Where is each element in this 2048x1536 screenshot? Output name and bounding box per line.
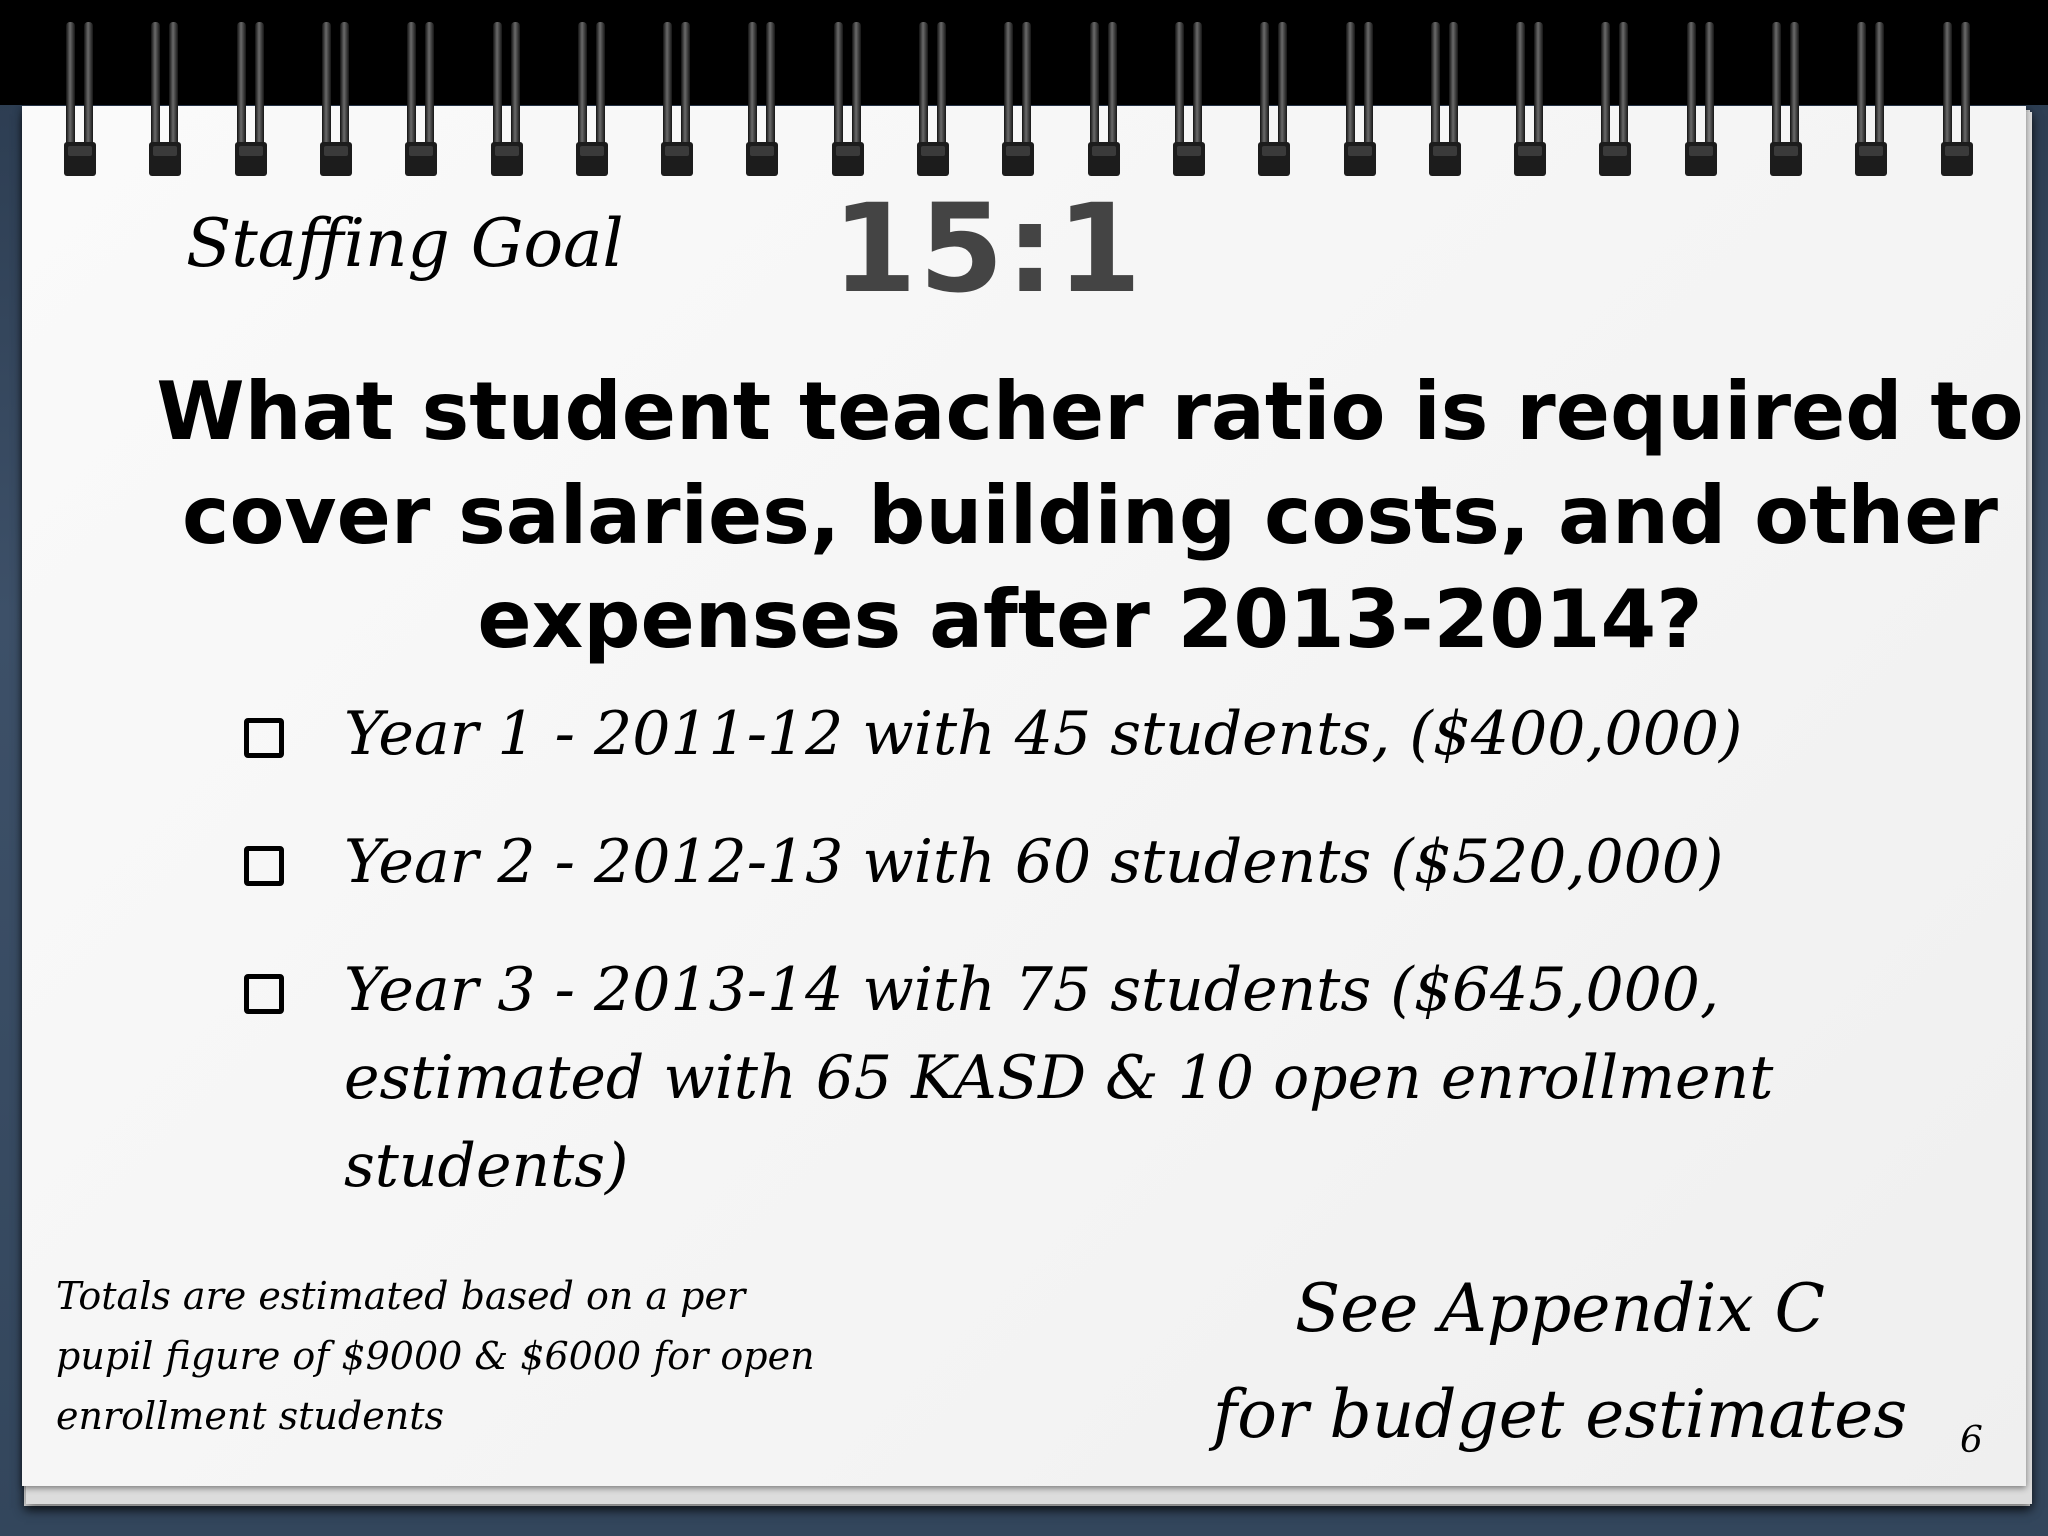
staffing-goal-label: Staffing Goal	[186, 205, 624, 282]
bullet-year-1	[240, 690, 1860, 778]
year-bullet-list	[240, 690, 1860, 1250]
spiral-ring-icon	[1595, 22, 1635, 182]
spiral-ring-icon	[487, 22, 527, 182]
spiral-ring-icon	[1851, 22, 1891, 182]
bullet-year-2	[240, 818, 1860, 906]
bullet-text: Year 2 - 2012-13 with 60 students ($520,000)	[344, 827, 1724, 897]
spiral-ring-icon	[1254, 22, 1294, 182]
spiral-ring-icon	[1340, 22, 1380, 182]
spiral-ring-icon	[742, 22, 782, 182]
bullet-text: Year 3 - 2013-14 with 75 students ($645,000, estimated with 65 KASD & 10 open enrollment students)	[344, 955, 1774, 1201]
spiral-ring-icon	[1510, 22, 1550, 182]
spiral-ring-icon	[657, 22, 697, 182]
spiral-ring-icon	[1937, 22, 1977, 182]
spiral-ring-icon	[913, 22, 953, 182]
appendix-line-2: for budget estimates	[1212, 1376, 1908, 1453]
spiral-ring-icon	[828, 22, 868, 182]
appendix-line-1: See Appendix C	[1294, 1270, 1826, 1347]
page-number: 6	[1960, 1420, 1983, 1461]
question-heading: What student teacher ratio is required to cover salaries, building costs, and other expenses after 2013-2014?	[156, 365, 2024, 666]
spiral-ring-icon	[60, 22, 100, 182]
checkbox-icon	[244, 846, 284, 886]
spiral-ring-icon	[572, 22, 612, 182]
spiral-ring-icon	[1766, 22, 1806, 182]
staffing-ratio: 15:1	[832, 178, 1144, 320]
bullet-year-3	[240, 946, 1860, 1210]
spiral-ring-icon	[1681, 22, 1721, 182]
spiral-binding	[0, 0, 2048, 190]
spiral-ring-icon	[1425, 22, 1465, 182]
spiral-ring-icon	[401, 22, 441, 182]
spiral-ring-icon	[316, 22, 356, 182]
checkbox-icon	[244, 974, 284, 1014]
spiral-ring-icon	[231, 22, 271, 182]
spiral-ring-icon	[1084, 22, 1124, 182]
spiral-ring-icon	[998, 22, 1038, 182]
spiral-ring-icon	[1169, 22, 1209, 182]
spiral-ring-icon	[145, 22, 185, 182]
checkbox-icon	[244, 718, 284, 758]
bullet-text: Year 1 - 2011-12 with 45 students, ($400,000)	[344, 699, 1743, 769]
footnote: Totals are estimated based on a per pupil figure of $9000 & $6000 for open enrollment students	[56, 1274, 815, 1438]
appendix-note	[1120, 1256, 2000, 1468]
